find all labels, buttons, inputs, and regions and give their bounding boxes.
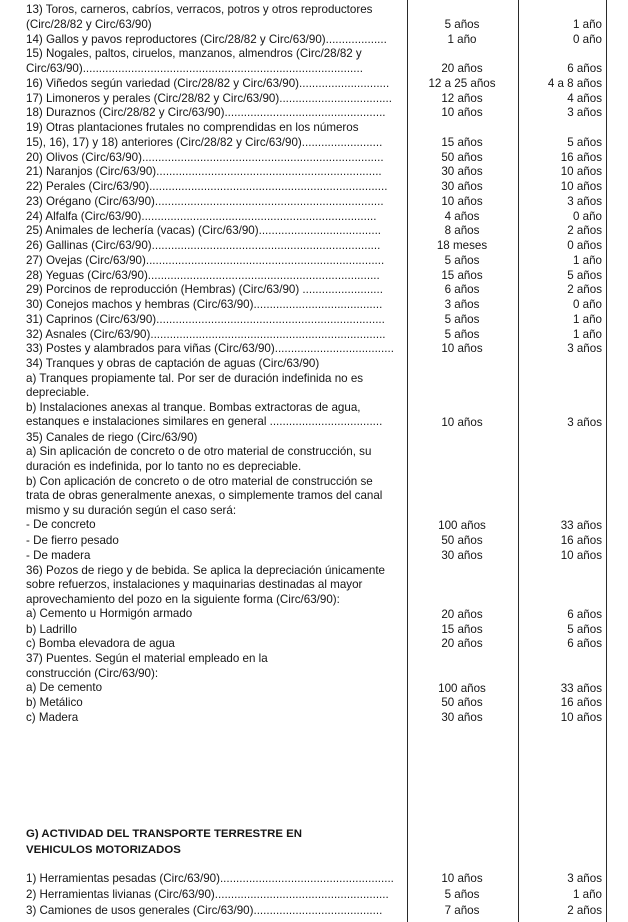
- accelerated-life-value: 3 años: [567, 342, 602, 356]
- description-line: 15) Nogales, paltos, ciruelos, manzanos, almendros (Circ/28/82 y: [26, 47, 362, 61]
- description-line: estanques e instalaciones similares en general ...................................: [26, 415, 383, 429]
- description-line: mismo y su duración según el caso será:: [26, 503, 237, 517]
- row-description: [26, 904, 406, 919]
- row-description: [26, 210, 406, 225]
- description-line: - De concreto: [26, 518, 96, 532]
- useful-life-value: 12 a 25 años: [428, 76, 496, 90]
- useful-life-value: 5 años: [444, 253, 480, 267]
- useful-life-value: 15 años: [441, 135, 483, 149]
- column-divider-right: [606, 0, 607, 922]
- row-description: [26, 534, 406, 549]
- useful-life-value: 5 años: [444, 312, 480, 326]
- accelerated-life-value: 33 años: [560, 681, 602, 695]
- description-line: 14) Gallos y pavos reproductores (Circ/28/82 y Circ/63/90)...................: [26, 32, 387, 46]
- description-line: duración es indefinida, por lo tanto no es depreciable.: [26, 459, 302, 473]
- description-line: b) Instalaciones anexas al tranque. Bombas extractoras de agua,: [26, 400, 361, 414]
- description-line: 31) Caprinos (Circ/63/90).......................................................................: [26, 312, 385, 326]
- row-description: [26, 652, 406, 696]
- accelerated-life-value: 3 años: [567, 106, 602, 120]
- useful-life-value: 15 años: [441, 268, 483, 282]
- description-line: 21) Naranjos (Circ/63/90)......................................................................: [26, 165, 382, 179]
- accelerated-life-value: 3 años: [567, 416, 602, 429]
- accelerated-life-value: 1 año: [572, 253, 602, 267]
- description-line: 19) Otras plantaciones frutales no comprendidas en los números: [26, 121, 359, 134]
- accelerated-life-value: 10 años: [560, 165, 602, 179]
- description-line: 24) Alfalfa (Circ/63/90).........................................................................: [26, 209, 377, 223]
- section-heading: [26, 826, 302, 858]
- useful-life-value: 3 años: [444, 298, 480, 311]
- accelerated-life-value: 0 año: [572, 298, 602, 311]
- useful-life-value: 18 meses: [436, 239, 488, 252]
- description-line: 34) Tranques y obras de captación de aguas (Circ/63/90): [26, 357, 320, 370]
- description-line: a) Cemento u Hormigón armado: [26, 607, 193, 621]
- row-description: [26, 165, 406, 180]
- section-title-line-1: G) ACTIVIDAD DEL TRANSPORTE TERRESTRE EN: [26, 828, 302, 840]
- description-line: (Circ/28/82 y Circ/63/90): [26, 17, 152, 31]
- description-line: 13) Toros, carneros, cabríos, verracos, potros y otros reproductores: [26, 3, 373, 16]
- description-line: Circ/63/90).......................................................................................: [26, 61, 363, 75]
- row-description: [26, 549, 406, 564]
- description-line: 37) Puentes. Según el material empleado en la: [26, 652, 268, 665]
- useful-life-value: 7 años: [444, 904, 480, 918]
- description-line: 20) Olivos (Circ/63/90)...........................................................................: [26, 150, 384, 164]
- description-line: 18) Duraznos (Circ/28/82 y Circ/63/90)..................................................: [26, 106, 386, 120]
- row-description: [26, 106, 406, 121]
- useful-life-value: 20 años: [441, 62, 483, 75]
- accelerated-life-value: 16 años: [560, 696, 602, 710]
- accelerated-life-value: 1 año: [572, 888, 602, 902]
- row-description: [26, 357, 406, 430]
- row-description: [26, 313, 406, 328]
- description-line: 16) Viñedos según variedad (Circ/28/82 y Circ/63/90)............................: [26, 76, 390, 90]
- row-description: [26, 239, 406, 254]
- accelerated-life-value: 2 años: [567, 904, 602, 918]
- accelerated-life-value: 0 año: [572, 32, 602, 46]
- description-line: 17) Limoneros y perales (Circ/28/82 y Circ/63/90)...................................: [26, 91, 392, 105]
- accelerated-life-value: 10 años: [560, 180, 602, 193]
- description-line: 25) Animales de lechería (vacas) (Circ/63/90)......................................: [26, 224, 382, 238]
- description-line: 1) Herramientas pesadas (Circ/63/90)......................................................: [26, 872, 394, 885]
- description-line: - De madera: [26, 548, 91, 562]
- description-line: 15), 16), 17) y 18) anteriores (Circ/28/82 y Circ/63/90).........................: [26, 135, 383, 149]
- description-line: 27) Ovejas (Circ/63/90)..........................................................................: [26, 253, 385, 267]
- accelerated-life-value: 2 años: [567, 283, 602, 297]
- useful-life-value: 10 años: [441, 342, 483, 356]
- row-description: [26, 77, 406, 92]
- row-description: [26, 342, 406, 357]
- row-description: [26, 180, 406, 195]
- accelerated-life-value: 5 años: [567, 135, 602, 149]
- useful-life-value: 5 años: [444, 888, 480, 902]
- description-line: a) Sin aplicación de concreto o de otro material de construcción, su: [26, 445, 372, 459]
- accelerated-life-value: 6 años: [567, 62, 602, 75]
- useful-life-value: 10 años: [441, 106, 483, 120]
- useful-life-value: 5 años: [444, 17, 480, 31]
- row-description: [26, 3, 406, 32]
- description-line: c) Madera: [26, 711, 79, 724]
- accelerated-life-value: 4 años: [567, 91, 602, 105]
- description-line: 33) Postes y alambrados para viñas (Circ/63/90).....................................: [26, 342, 394, 356]
- row-description: [26, 696, 406, 711]
- description-line: depreciable.: [26, 386, 90, 400]
- description-line: 22) Perales (Circ/63/90)..........................................................................: [26, 180, 388, 193]
- useful-life-value: 20 años: [441, 637, 483, 651]
- description-line: construcción (Circ/63/90):: [26, 666, 159, 680]
- description-line: 26) Gallinas (Circ/63/90).......................................................................: [26, 239, 381, 252]
- description-line: aprovechamiento del pozo en la siguiente forma (Circ/63/90):: [26, 592, 340, 606]
- description-line: b) Ladrillo: [26, 622, 77, 636]
- row-description: [26, 328, 406, 343]
- useful-life-value: 30 años: [441, 711, 483, 724]
- description-line: b) Metálico: [26, 696, 83, 710]
- row-description: [26, 298, 406, 313]
- row-description: [26, 269, 406, 284]
- row-description: [26, 711, 406, 726]
- accelerated-life-value: 4 a 8 años: [547, 76, 602, 90]
- accelerated-life-value: 6 años: [567, 637, 602, 651]
- description-line: 3) Camiones de usos generales (Circ/63/90)........................................: [26, 904, 383, 918]
- accelerated-life-value: 10 años: [560, 548, 602, 562]
- row-description: [26, 254, 406, 269]
- useful-life-value: 100 años: [438, 519, 486, 533]
- row-description: [26, 283, 406, 298]
- description-line: a) Tranques propiamente tal. Por ser de duración indefinida no es: [26, 371, 364, 385]
- useful-life-value: 15 años: [441, 622, 483, 636]
- description-line: sobre refuerzos, instalaciones y maquinarias destinadas al mayor: [26, 578, 363, 592]
- accelerated-life-value: 1 año: [572, 17, 602, 31]
- useful-life-value: 10 años: [441, 416, 483, 429]
- row-description: [26, 92, 406, 107]
- accelerated-life-value: 1 año: [572, 327, 602, 341]
- useful-life-value: 1 año: [447, 32, 477, 46]
- useful-life-value: 10 años: [441, 194, 483, 208]
- accelerated-life-value: 2 años: [567, 224, 602, 238]
- useful-life-value: 6 años: [444, 283, 480, 297]
- description-line: 28) Yeguas (Circ/63/90)........................................................................: [26, 268, 380, 282]
- description-line: 29) Porcinos de reproducción (Hembras) (Circ/63/90) .........................: [26, 283, 383, 297]
- row-description: [26, 47, 406, 76]
- row-description: [26, 564, 406, 622]
- description-line: a) De cemento: [26, 681, 103, 695]
- accelerated-life-value: 5 años: [567, 622, 602, 636]
- useful-life-value: 30 años: [441, 165, 483, 179]
- description-line: 23) Orégano (Circ/63/90).......................................................................: [26, 194, 384, 208]
- useful-life-value: 10 años: [441, 872, 483, 885]
- useful-life-value: 100 años: [438, 681, 486, 695]
- row-description: [26, 637, 406, 652]
- accelerated-life-value: 0 años: [567, 239, 602, 252]
- row-description: [26, 872, 406, 887]
- row-description: [26, 121, 406, 150]
- accelerated-life-value: 16 años: [560, 534, 602, 547]
- description-line: 36) Pozos de riego y de bebida. Se aplica la depreciación únicamente: [26, 563, 385, 577]
- accelerated-life-value: 33 años: [560, 519, 602, 533]
- accelerated-life-value: 5 años: [567, 268, 602, 282]
- row-description: [26, 431, 406, 533]
- useful-life-value: 30 años: [441, 548, 483, 562]
- row-description: [26, 151, 406, 166]
- description-line: b) Con aplicación de concreto o de otro material de construcción se: [26, 474, 373, 488]
- accelerated-life-value: 6 años: [567, 607, 602, 621]
- row-description: [26, 623, 406, 638]
- description-line: 32) Asnales (Circ/63/90).........................................................................: [26, 327, 386, 341]
- useful-life-value: 50 años: [441, 150, 483, 164]
- useful-life-value: 4 años: [444, 209, 480, 223]
- accelerated-life-value: 3 años: [567, 194, 602, 208]
- description-line: 2) Herramientas livianas (Circ/63/90)......................................................: [26, 888, 389, 902]
- accelerated-life-value: 3 años: [567, 872, 602, 885]
- accelerated-life-value: 1 año: [572, 312, 602, 326]
- description-line: 30) Conejos machos y hembras (Circ/63/90)........................................: [26, 298, 383, 311]
- accelerated-life-value: 16 años: [560, 150, 602, 164]
- useful-life-value: 50 años: [441, 534, 483, 547]
- description-line: 35) Canales de riego (Circ/63/90): [26, 430, 198, 444]
- useful-life-value: 5 años: [444, 327, 480, 341]
- section-title-line-2: VEHICULOS MOTORIZADOS: [26, 844, 181, 856]
- row-description: [26, 33, 406, 48]
- useful-life-value: 8 años: [444, 224, 480, 238]
- column-divider-middle: [518, 0, 519, 922]
- useful-life-value: 50 años: [441, 696, 483, 710]
- row-description: [26, 195, 406, 210]
- description-line: trata de obras generalmente anexas, o simplemente tramos del canal: [26, 489, 383, 503]
- row-description: [26, 224, 406, 239]
- useful-life-value: 12 años: [441, 91, 483, 105]
- accelerated-life-value: 0 año: [572, 209, 602, 223]
- useful-life-value: 20 años: [441, 607, 483, 621]
- accelerated-life-value: 10 años: [560, 711, 602, 724]
- description-line: c) Bomba elevadora de agua: [26, 637, 175, 651]
- row-description: [26, 888, 406, 903]
- description-line: - De fierro pesado: [26, 534, 119, 547]
- useful-life-value: 30 años: [441, 180, 483, 193]
